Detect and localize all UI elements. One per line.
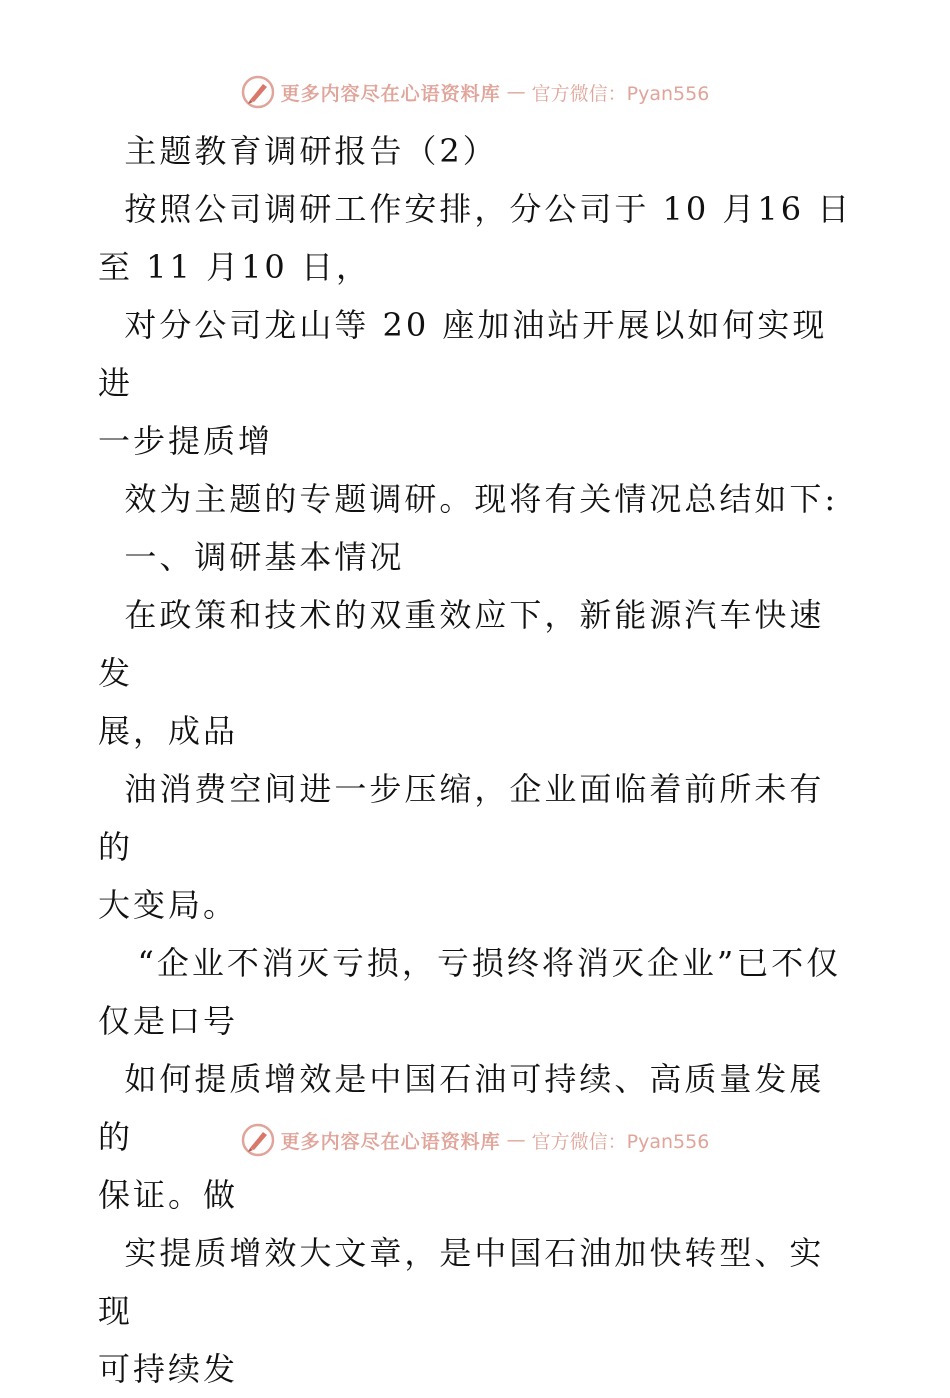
doc-line: 大变局。 [98,886,239,924]
doc-line: 至 11 月10 日， [98,248,371,286]
doc-line: 仅是口号 [98,1002,239,1040]
doc-line: 效为主题的专题调研。现将有关情况总结如下: [98,480,839,518]
doc-line: 一步提质增 [98,422,274,460]
watermark-brand-text: 更多内容尽在心语资料库 [280,82,501,105]
watermark-dash: — [506,1129,526,1151]
quill-pen-logo-icon [241,75,275,109]
doc-line: 如何提质增效是中国石油可持续、高质量发展的 [98,1060,825,1156]
watermark-dash: — [506,81,526,103]
doc-line: 对分公司龙山等 20 座加油站开展以如何实现进 [98,306,828,402]
quill-pen-logo-icon [241,1123,275,1157]
watermark-contact-text: 官方微信：Pyan556 [531,82,710,105]
document-body [98,122,858,1398]
doc-line: 实提质增效大文章，是中国石油加快转型、实现 [98,1234,825,1330]
doc-line: 保证。做 [98,1176,239,1214]
doc-line: 在政策和技术的双重效应下，新能源汽车快速发 [98,596,825,692]
watermark-contact-text: 官方微信：Pyan556 [531,1130,710,1153]
doc-line: 主题教育调研报告（2） [98,132,498,170]
doc-line: 按照公司调研工作安排，分公司于 10 月16 日 [98,190,853,228]
watermark-brand-text: 更多内容尽在心语资料库 [280,1130,501,1153]
header-watermark-banner [0,72,950,112]
doc-line: 展，成品 [98,712,239,750]
doc-line: “企业不消灭亏损，亏损终将消灭企业”已不仅 [98,944,842,982]
doc-line: 油消费空间进一步压缩，企业面临着前所未有的 [98,770,825,866]
doc-line: 可持续发 [98,1350,239,1388]
doc-line: 一、调研基本情况 [98,538,405,576]
footer-watermark-banner [0,1120,950,1160]
